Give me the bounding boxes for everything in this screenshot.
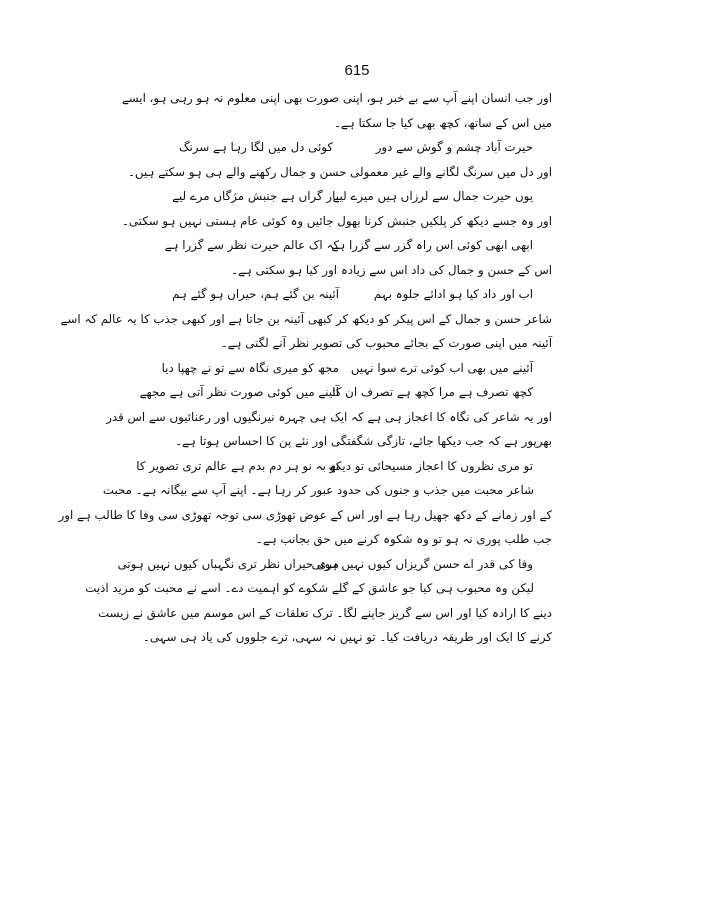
prose-line: شاعر محبت میں جذب و جنوں کی حدود عبور کر رہا ہے۔ اپنے آپ سے بیگانہ ہے۔ محبت [102,483,534,497]
prose-line: اور جب انسان اپنے آپ سے بے خبر ہو، اپنی صورت بھی اپنی معلوم نہ ہو رہی ہو، ایسے [121,91,552,105]
page-number: 615 [344,62,370,79]
verse-first-hemistich: تو مری نظروں کا اعجاز مسیحائی تو دیکھ [328,458,533,473]
verse-second-hemistich: کوئی دل میں لگا رہا ہے سرنگ [179,140,333,154]
prose-line: اس کے حسن و جمال کی داد اس سے زیادہ اور کیا ہو سکتی ہے۔ [231,262,552,277]
prose-line: اور یہ شاعر کی نگاہ کا اعجاز ہی ہے کہ ایک ہی چہرہ نیرنگیوں اور رعنائیوں سے اس قدر [106,409,552,424]
prose-line: بھرپور ہے کہ جب دیکھا جائے، تازگی شگفتگی اور نئے پن کا احساس ہوتا ہے۔ [175,434,552,448]
verse-first-hemistich: وفا کی قدر اے حسن گریزاں کیوں نہیں ہوتی [311,556,533,571]
verse-second-hemistich: آئینہ بن گئے ہم، حیراں ہو گئے ہم [172,287,339,301]
prose-line: دینے کا ارادہ کیا اور اس سے گریز جاپنے لگا۔ ترک تعلقات کے اس موسم میں عاشق نے زیست [98,605,552,620]
prose-line: کرنے کا ایک اور طریقہ دریافت کیا۔ تو نہیں نہ سہی، ترے جلووں کی یاد ہی سہی۔ [142,630,552,644]
verse-first-hemistich: کچھ تصرف ہے مرا کچھ ہے تصرف ان کا [332,385,533,399]
verse-couplet [160,233,552,258]
verse-first-hemistich: حیرت آباد چشم و گوش سے دور [375,140,533,154]
verse-couplet [160,282,552,307]
prose-line: آئینہ میں اپنی صورت کے بجائے محبوب کی تصویر نظر آنے لگتی ہے۔ [220,336,552,350]
verse-first-hemistich: اب اور داد کیا ہو ادائے جلوہ بہم [373,287,533,301]
verse-couplet [136,454,552,479]
page-body [58,86,552,650]
verse-second-hemistich: مجھ کو میری نگاہ سے تو نے چھپا دیا [161,360,339,375]
prose-line: اور دل میں سرنگ لگانے والے غیر معمولی حسن و جمال رکھنے والے ہی ہو سکتے ہیں۔ [127,164,552,179]
verse-couplet [160,184,552,209]
verse-second-hemistich: نو بہ نو ہر دم بدم ہے عالم تری تصویر کا [136,458,339,473]
prose-line: اور وہ جسے دیکھ کر پلکیں جنبش کرنا بھول جائیں وہ کوئی عام ہستی نہیں ہو سکتی۔ [121,213,552,228]
verse-couplet [117,552,552,577]
verse-second-hemistich: مری حیراں نظر تری نگہباں کیوں نہیں ہوتی [117,556,339,571]
prose-line: جب طلب پوری نہ ہو تو وہ شکوہ کرنے میں حق بجانب ہے۔ [255,532,552,546]
verse-first-hemistich: ابھی ابھی کوئی اس راہ گزر سے گزرا ہے [331,238,533,252]
verse-second-hemistich: کہ اک عالم حیرت نظر سے گزرا ہے [164,238,339,252]
prose-line: لیکن وہ محبوب ہی کیا جو عاشق کے گلے شکوے کو اہمیت دے۔ اسے نے محبت کو مزید اذیت [85,581,534,595]
verse-couplet [139,380,552,405]
verse-first-hemistich: آئینے میں بھی اب کوئی ترے سوا نہیں [350,360,533,375]
verse-couplet [160,356,552,381]
verse-couplet [160,135,552,160]
verse-second-hemistich: بار گراں ہے جنبش مژگاں مرے لیے [172,189,339,203]
verse-second-hemistich: آئینے میں کوئی صورت نظر آتی ہے مجھے [139,385,339,399]
prose-line: کے اور زمانے کے دکھ جھیل رہا ہے اور اس کے عوض تھوڑی سی توجہ تھوڑی سی وفا کا طالب ہے اور [58,507,552,522]
prose-line: شاعر حسن و جمال کے اس پیکر کو دیکھ کر کبھی آئینہ بن جاتا ہے اور کبھی جذب کا یہ عالم کہ اسے [60,311,552,326]
prose-line: میں اس کے ساتھ، کچھ بھی کیا جا سکتا ہے۔ [333,115,552,130]
verse-first-hemistich: یوں حیرت جمال سے لرزاں ہیں میرے لیے [332,189,533,203]
